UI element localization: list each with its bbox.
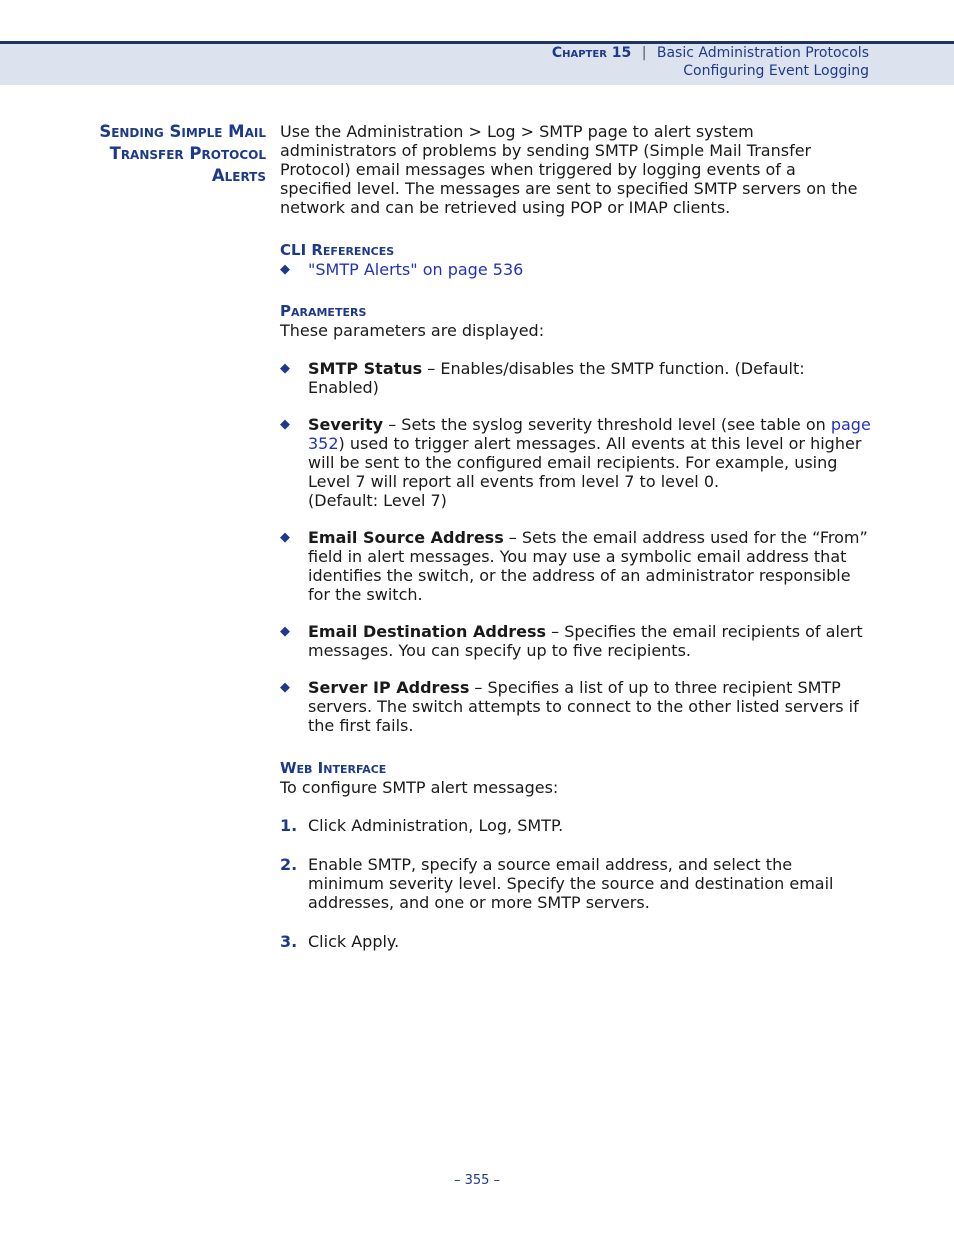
cli-reference-item	[280, 260, 872, 279]
step-item	[280, 816, 872, 835]
section-title-line: Alerts	[211, 166, 266, 185]
step-item	[280, 932, 872, 951]
parameter-term: Server IP Address	[308, 678, 470, 697]
parameter-item	[280, 359, 872, 397]
chapter-label: Chapter 15	[551, 45, 632, 61]
parameter-desc: – Sets the syslog severity threshold level (see table on	[383, 415, 831, 434]
diamond-bullet-icon: ◆	[280, 361, 290, 376]
diamond-bullet-icon: ◆	[280, 530, 290, 545]
cli-reference-link[interactable]: "SMTP Alerts" on page 536	[308, 260, 524, 279]
parameter-term: SMTP Status	[308, 359, 423, 378]
parameters-heading: Parameters	[280, 302, 367, 320]
web-interface-heading: Web Interface	[280, 759, 387, 777]
diamond-bullet-icon: ◆	[280, 680, 290, 695]
content-column	[280, 122, 872, 951]
parameter-term: Severity	[308, 415, 384, 434]
parameters-intro: These parameters are displayed:	[280, 321, 545, 340]
section-header: Configuring Event Logging	[683, 63, 869, 79]
step-text: Enable SMTP, specify a source email address, and select the minimum severity level. Specify the source and destination email addresses, and one or more SMTP servers.	[308, 855, 834, 912]
parameter-term: Email Destination Address	[308, 622, 547, 641]
header-separator: |	[641, 45, 647, 61]
chapter-title: Basic Administration Protocols	[656, 45, 869, 61]
step-number: 3.	[280, 932, 298, 951]
step-text: Click Administration, Log, SMTP.	[308, 816, 564, 835]
parameter-desc: – Sets the email address used for the “From” field in alert messages. You may use a symbolic email address that identifies the switch, or the address of an administrator responsible for the switch.	[308, 528, 868, 604]
parameter-item	[280, 415, 872, 510]
parameter-item	[280, 622, 872, 660]
parameter-desc: – Specifies a list of up to three recipient SMTP servers. The switch attempts to connect to the other listed servers if the first fails.	[308, 678, 859, 735]
parameter-term: Email Source Address	[308, 528, 504, 547]
parameter-desc: ) used to trigger alert messages. All events at this level or higher will be sent to the configured email recipients. For example, using Level 7 will report all events from level 7 to level 0.	[308, 434, 862, 491]
parameter-default: (Default: Level 7)	[308, 491, 447, 510]
parameter-item	[280, 528, 872, 604]
diamond-bullet-icon: ◆	[280, 624, 290, 639]
section-title-line: Transfer Protocol	[109, 144, 266, 163]
intro-paragraph: Use the Administration > Log > SMTP page to alert system administrators of problems by sending SMTP (Simple Mail Transfer Protocol) email messages when triggered by logging events of a specified level. The messages are sent to specified SMTP servers on the network and can be retrieved using POP or IMAP clients.	[280, 122, 858, 217]
parameter-desc: – Enables/disables the SMTP function. (Default: Enabled)	[308, 359, 805, 397]
parameter-desc: – Specifies the email recipients of alert messages. You can specify up to five recipients.	[308, 622, 863, 660]
step-number: 2.	[280, 855, 298, 874]
page-number: – 355 –	[453, 1173, 501, 1188]
diamond-bullet-icon: ◆	[280, 417, 290, 432]
running-header	[552, 45, 869, 61]
step-text: Click Apply.	[308, 932, 400, 951]
page-link[interactable]: page 352	[308, 415, 871, 453]
web-interface-intro: To configure SMTP alert messages:	[280, 778, 559, 797]
step-number: 1.	[280, 816, 298, 835]
cli-references-heading: CLI References	[280, 241, 395, 259]
step-item	[280, 855, 872, 912]
diamond-bullet-icon: ◆	[280, 262, 290, 277]
section-title-line: Sending Simple Mail	[99, 122, 266, 141]
parameter-item	[280, 678, 872, 735]
section-title	[66, 121, 266, 187]
